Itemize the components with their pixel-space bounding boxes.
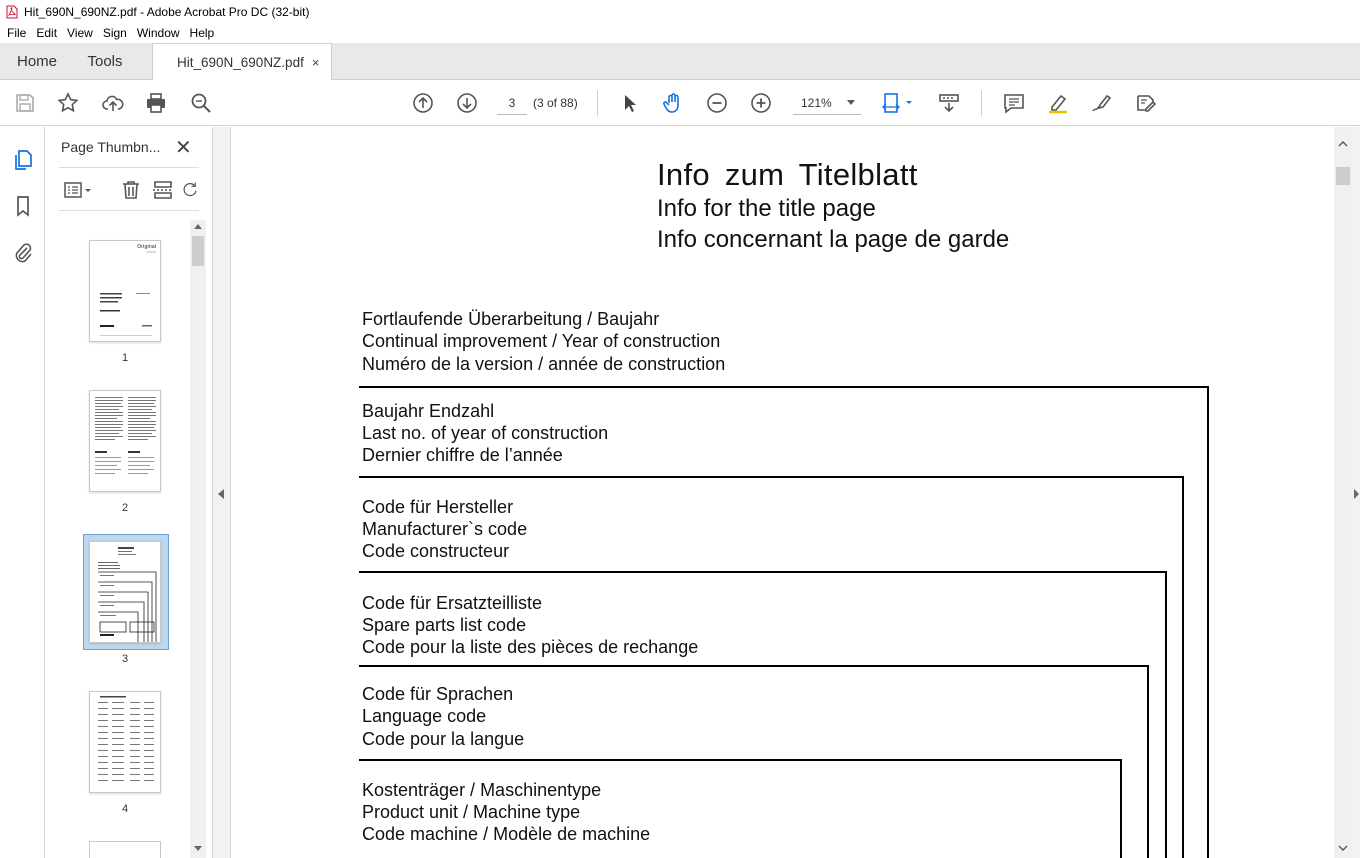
scroll-down-icon[interactable] [194,846,202,851]
select-arrow-icon[interactable] [616,90,642,116]
bracket-line [359,476,1184,478]
menu-file[interactable]: File [7,26,27,40]
thumbnail-page-number: 1 [121,352,129,364]
section-text-fr: Dernier chiffre de l’année [362,445,563,465]
page-number-input[interactable] [497,91,527,115]
bracket-line [1207,386,1209,858]
scrollbar-thumb[interactable] [1336,167,1350,185]
section-text-en: Product unit / Machine type [362,802,581,822]
page-thumbnail-2[interactable] [89,390,161,492]
section-text-fr: Code machine / Modèle de machine [362,824,651,844]
fit-page-icon[interactable] [880,90,916,116]
thumbnail-tools [59,167,199,211]
page-count-label: (3 of 88) [533,96,578,110]
star-icon[interactable] [55,90,81,116]
page-thumbnails-panel [45,127,213,858]
menu-help[interactable]: Help [189,26,215,40]
expand-right-panel-icon[interactable] [1354,489,1359,499]
toolbar-divider [981,90,982,116]
zoom-in-icon[interactable] [748,90,774,116]
section-text-fr: Code constructeur [362,541,510,561]
bracket-line [359,759,1122,761]
thumbnail-4-preview [90,692,161,793]
next-page-icon[interactable] [454,90,480,116]
main-toolbar [0,80,1360,126]
section-text-en: Continual improvement / Year of construction [362,331,721,351]
tab-bar [0,43,1360,80]
tab-tools[interactable]: Tools [87,52,123,70]
bracket-line [1182,476,1184,858]
tab-home[interactable]: Home [16,52,57,70]
thumbnail-page-number: 2 [121,502,129,514]
menu-sign[interactable]: Sign [102,26,127,40]
rotate-pages-icon[interactable] [181,178,199,202]
upload-cloud-icon[interactable] [100,90,126,116]
scrollbar-thumb[interactable] [192,236,204,266]
toolbar-divider [597,90,598,116]
page-thumbnails-icon[interactable] [10,147,36,173]
section-text-en: Language code [362,706,487,726]
section-text-fr: Code pour la liste des pièces de rechange [362,637,699,657]
title-bar [0,0,1360,23]
extract-pages-icon[interactable] [151,178,175,202]
bracket-line [359,386,1209,388]
panel-title: Page Thumbn... [61,139,161,155]
section-text-en: Manufacturer`s code [362,519,528,539]
thumbnail-1-preview [90,241,161,342]
find-zoom-icon[interactable] [188,90,214,116]
thumbnails-scrollbar[interactable] [190,220,206,858]
zoom-level-value: 121% [801,95,832,110]
scroll-up-icon[interactable] [194,224,202,229]
page-thumbnail-3[interactable] [89,541,161,643]
bookmark-icon[interactable] [10,193,36,219]
right-panel-toggle[interactable] [1352,127,1360,858]
previous-page-icon[interactable] [410,90,436,116]
section-text-de: Code für Hersteller [362,497,514,517]
panel-close-icon[interactable]: ✕ [175,137,192,159]
collapse-panel-icon[interactable] [218,489,224,499]
menu-bar [0,23,1360,43]
document-subtitle-en: Info for the title page [657,195,876,222]
scroll-up-icon[interactable] [1338,139,1348,149]
page-thumbnail-4[interactable] [89,691,161,793]
section-text-en: Last no. of year of construction [362,423,609,443]
window-title: Hit_690N_690NZ.pdf - Adobe Acrobat Pro DC (32-bit) [24,4,310,19]
menu-view[interactable]: View [67,26,93,40]
document-subtitle-fr: Info concernant la page de garde [657,226,1010,253]
scroll-mode-icon[interactable] [936,90,962,116]
bracket-line [359,571,1167,573]
menu-edit[interactable]: Edit [36,26,58,40]
save-icon[interactable] [12,90,38,116]
document-heading: Info zum Titelblatt [657,157,918,192]
highlight-icon[interactable] [1045,90,1071,116]
thumbnail-2-preview [90,391,161,492]
thumbnail-options-icon[interactable] [61,178,95,202]
print-icon[interactable] [143,90,169,116]
document-view[interactable] [232,127,1334,858]
section-text-fr: Numéro de la version / année de construction [362,354,726,374]
menu-window[interactable]: Window [136,26,180,40]
scroll-down-icon[interactable] [1338,843,1348,853]
delete-pages-icon[interactable] [119,178,143,202]
section-text-de: Code für Sprachen [362,684,514,704]
bracket-line [1120,759,1122,858]
section-text-de: Code für Ersatzteilliste [362,593,543,613]
section-text-en: Spare parts list code [362,615,527,635]
page-thumbnail-1[interactable] [89,240,161,342]
thumbnail-page-number: 4 [121,803,129,815]
comment-icon[interactable] [1001,90,1027,116]
navigation-rail [0,127,45,858]
tab-document[interactable] [152,43,332,80]
attachment-icon[interactable] [10,239,36,265]
thumbnail-3-preview [90,542,161,643]
document-scrollbar[interactable] [1334,127,1352,858]
tab-document-label: Hit_690N_690NZ.pdf [177,54,304,70]
zoom-out-icon[interactable] [704,90,730,116]
bracket-line [359,665,1149,667]
bracket-line [1147,665,1149,858]
chevron-down-icon [847,100,855,105]
section-text-de: Kostenträger / Maschinentype [362,780,602,800]
zoom-level-dropdown[interactable] [793,91,861,115]
page-thumbnail-5[interactable] [89,841,161,858]
bracket-line [1165,571,1167,858]
fill-sign-icon[interactable] [1133,90,1159,116]
draw-signature-icon[interactable] [1089,90,1115,116]
hand-tool-icon[interactable] [660,90,686,116]
thumbnail-original-label: Original [137,244,156,250]
section-text-fr: Code pour la langue [362,729,525,749]
acrobat-pdf-icon [6,5,18,19]
section-text-de: Fortlaufende Überarbeitung / Baujahr [362,309,660,329]
tab-close-icon[interactable]: × [311,54,320,70]
section-text-de: Baujahr Endzahl [362,401,495,421]
thumbnail-page-number: 3 [121,653,129,665]
panel-splitter[interactable] [213,127,231,858]
